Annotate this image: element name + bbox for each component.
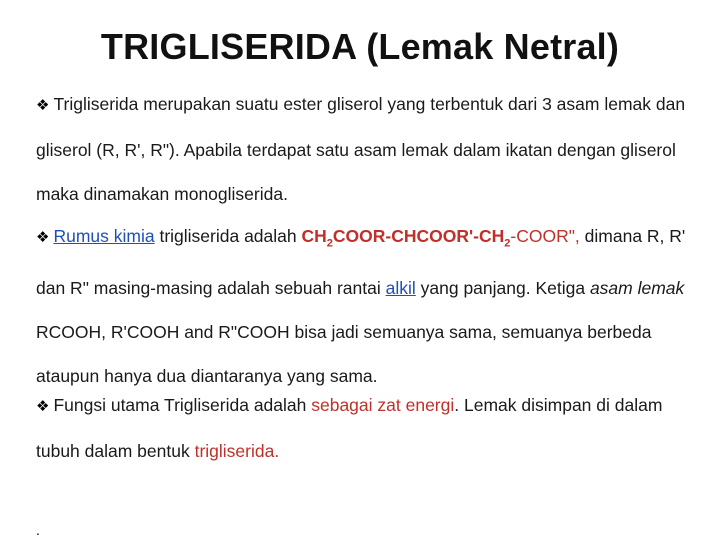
diamond-bullet-icon: ❖ bbox=[36, 398, 50, 415]
asam-lemak-italic: asam lemak bbox=[589, 277, 685, 298]
energy-highlight: sebagai zat energi bbox=[311, 395, 455, 415]
paragraph-formula bbox=[36, 214, 696, 398]
formula-sub-2: 2 bbox=[504, 237, 511, 250]
function-text-2: . Lemak disimpan di dalam tubuh dalam bentuk bbox=[36, 395, 663, 461]
paragraph-function bbox=[36, 383, 696, 473]
trigliserida-highlight: trigliserida. bbox=[194, 441, 280, 461]
paragraph-definition bbox=[36, 82, 696, 216]
formula-mid: COOR-CHCOOR'-CH bbox=[332, 226, 505, 246]
rumus-kimia-link[interactable]: Rumus kimia bbox=[53, 226, 155, 246]
trailing-dot: . bbox=[36, 522, 40, 538]
formula-desc-text-3: RCOOH, R'COOH and R"COOH bisa jadi semuanya sama, semuanya berbeda ataupun hanya dua diantaranya yang sama. bbox=[36, 321, 652, 386]
formula-desc-text: dimana R, R' dan R" masing-masing adalah sebuah rantai bbox=[36, 226, 686, 298]
formula-end: -COOR", bbox=[510, 226, 580, 246]
formula-desc-text-2: yang panjang. Ketiga bbox=[415, 277, 590, 298]
formula-ch: CH bbox=[301, 226, 327, 246]
diamond-bullet-icon: ❖ bbox=[36, 97, 50, 114]
chemical-formula bbox=[301, 226, 580, 250]
formula-sub-1: 2 bbox=[326, 237, 333, 250]
definition-text: Trigliserida merupakan suatu ester gliserol yang terbentuk dari 3 asam lemak dan gliserol (R, R', R"). Apabila terdapat satu asam lemak dalam ikatan dengan gliserol maka dinamakan monogliserida. bbox=[36, 94, 686, 204]
function-text: Fungsi utama Trigliserida adalah bbox=[53, 395, 312, 415]
alkil-link[interactable]: alkil bbox=[385, 277, 416, 298]
slide-title: TRIGLISERIDA (Lemak Netral) bbox=[100, 26, 620, 67]
formula-intro-text: trigliserida adalah bbox=[154, 226, 302, 246]
diamond-bullet-icon: ❖ bbox=[36, 229, 50, 246]
